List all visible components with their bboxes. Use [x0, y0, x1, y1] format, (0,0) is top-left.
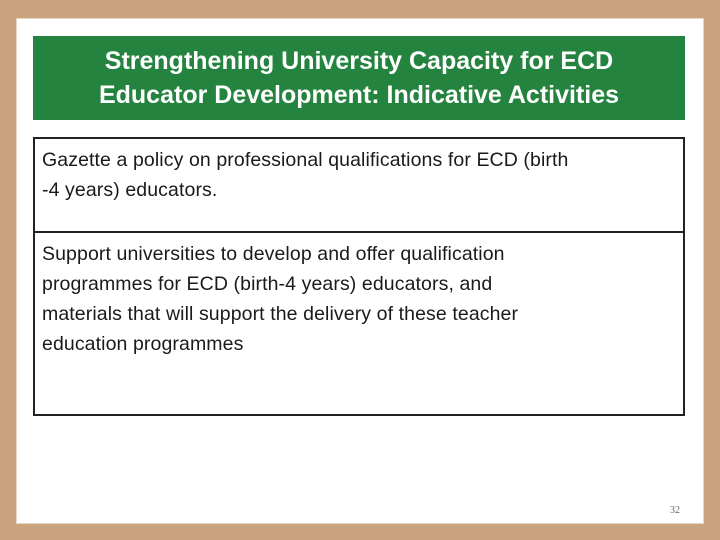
activity-box-1	[33, 137, 685, 233]
activity-2-line-2: programmes for ECD (birth-4 years) educators, and	[42, 273, 493, 295]
title-line-2: Educator Development: Indicative Activities	[98, 81, 620, 109]
page-number: 32	[670, 505, 680, 516]
activity-2-line-3: materials that will support the delivery of these teacher	[42, 303, 519, 325]
activity-box-2	[33, 231, 685, 416]
activity-2-line-1: Support universities to develop and offer qualification	[42, 243, 505, 265]
slide	[16, 18, 704, 524]
slide-title	[31, 34, 687, 122]
activity-1-line-2: -4 years) educators.	[42, 179, 218, 201]
activity-2-line-4: education programmes	[42, 333, 244, 355]
title-line-1: Strengthening University Capacity for ECD	[104, 47, 614, 75]
activity-1-line-1: Gazette a policy on professional qualifications for ECD (birth	[42, 149, 569, 171]
